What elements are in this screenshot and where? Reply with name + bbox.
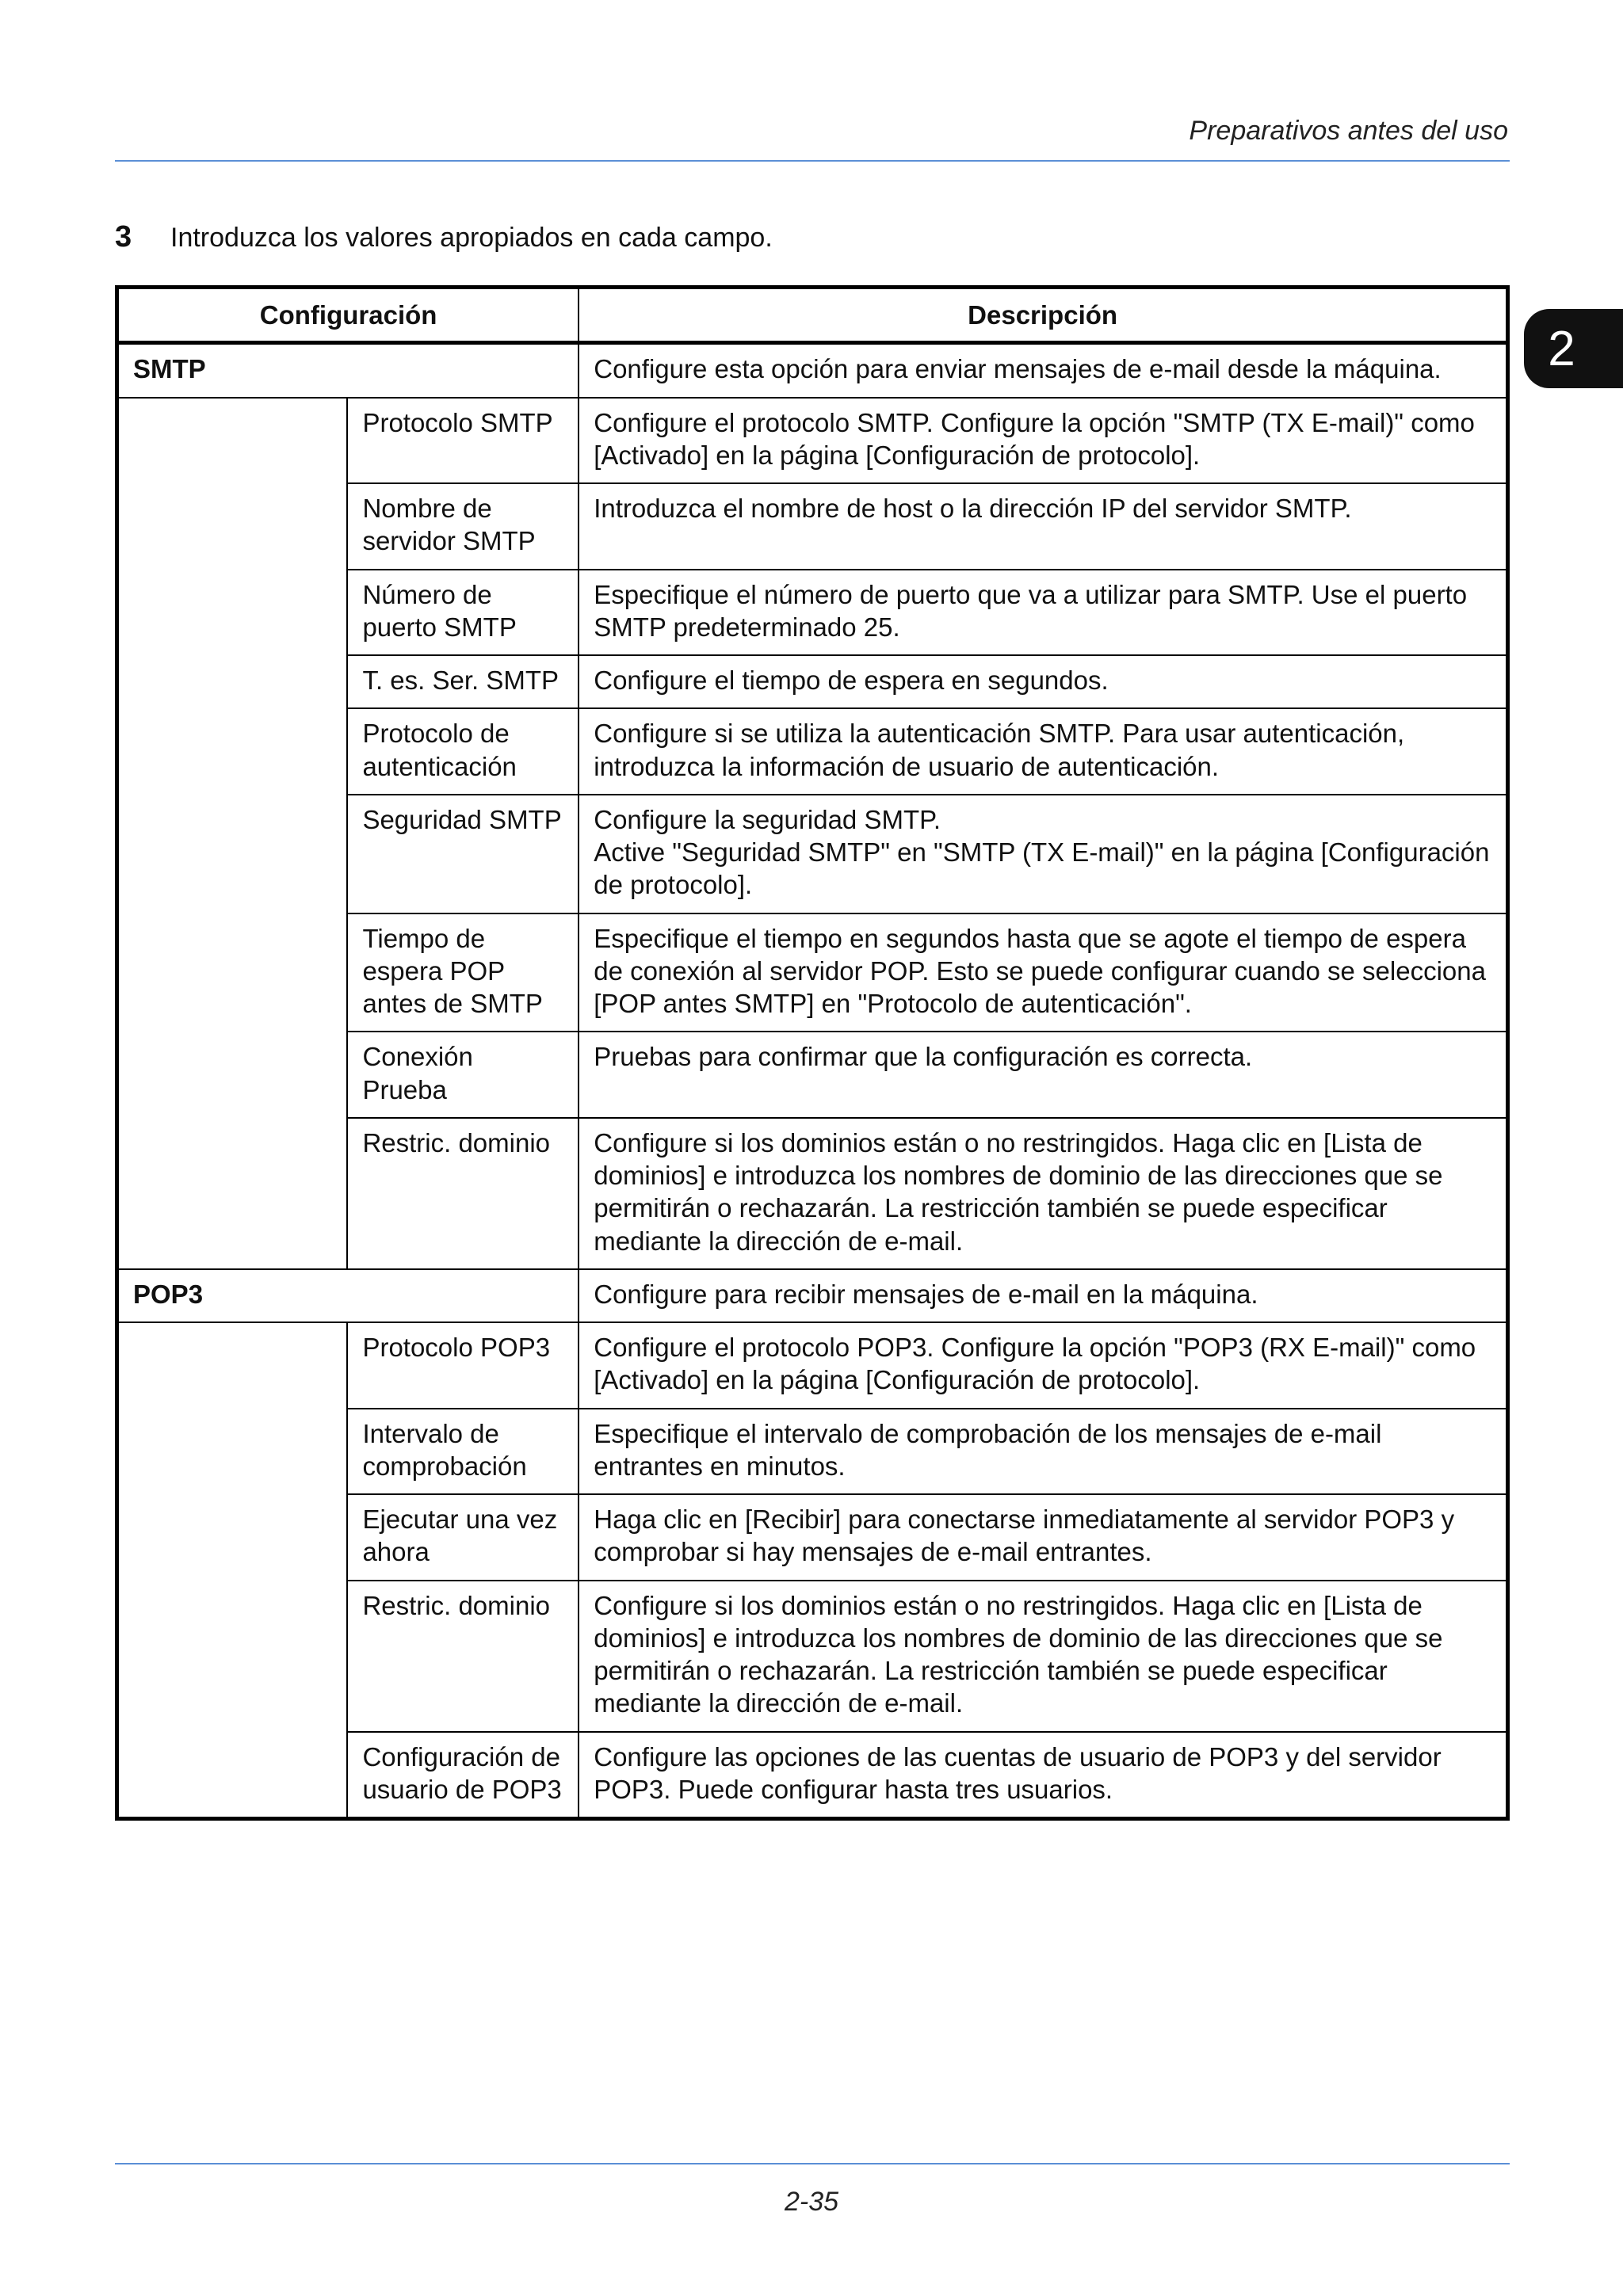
group-name: POP3 — [117, 1269, 579, 1322]
setting-name: Protocolo SMTP — [347, 398, 579, 484]
setting-name: Conexión Prueba — [347, 1032, 579, 1118]
table-row — [117, 1322, 1508, 1409]
setting-description: Configure las opciones de las cuentas de usuario de POP3 y del servidor POP3. Puede configurar hasta tres usuarios. — [579, 1732, 1507, 1819]
table-row — [117, 398, 1508, 484]
column-header-description: Descripción — [579, 288, 1507, 343]
group-description: Configure para recibir mensajes de e-mail en la máquina. — [579, 1269, 1507, 1322]
setting-description: Configure el protocolo POP3. Configure la opción "POP3 (RX E-mail)" como [Activado] en la página [Configuración de protocolo]. — [579, 1322, 1507, 1409]
step-text: Introduzca los valores apropiados en cada campo. — [170, 223, 773, 253]
group-row — [117, 1269, 1508, 1322]
header-divider — [115, 160, 1510, 162]
step-instruction — [115, 220, 773, 254]
setting-name: Protocolo POP3 — [347, 1322, 579, 1409]
table-body — [117, 343, 1508, 1819]
setting-name: Tiempo de espera POP antes de SMTP — [347, 913, 579, 1032]
setting-description: Configure el tiempo de espera en segundos. — [579, 655, 1507, 708]
setting-name: Configuración de usuario de POP3 — [347, 1732, 579, 1819]
setting-name: Número de puerto SMTP — [347, 570, 579, 656]
settings-table — [115, 285, 1510, 1821]
setting-description: Introduzca el nombre de host o la dirección IP del servidor SMTP. — [579, 483, 1507, 570]
group-row — [117, 343, 1508, 398]
step-number: 3 — [115, 220, 132, 254]
setting-name: Nombre de servidor SMTP — [347, 483, 579, 570]
footer-divider — [115, 2163, 1510, 2164]
setting-name: Intervalo de comprobación — [347, 1409, 579, 1495]
group-description: Configure esta opción para enviar mensajes de e-mail desde la máquina. — [579, 343, 1507, 398]
setting-description: Configure la seguridad SMTP. Active "Seguridad SMTP" en "SMTP (TX E-mail)" en la página [Configuración de protocolo]. — [579, 795, 1507, 913]
setting-name: Seguridad SMTP — [347, 795, 579, 913]
setting-description: Especifique el intervalo de comprobación de los mensajes de e-mail entrantes en minutos. — [579, 1409, 1507, 1495]
running-header: Preparativos antes del uso — [1189, 116, 1508, 146]
setting-description: Configure el protocolo SMTP. Configure la opción "SMTP (TX E-mail)" como [Activado] en la página [Configuración de protocolo]. — [579, 398, 1507, 484]
group-name: SMTP — [117, 343, 579, 398]
group-indent-cell — [117, 1322, 348, 1819]
setting-description: Pruebas para confirmar que la configuración es correcta. — [579, 1032, 1507, 1118]
setting-name: Ejecutar una vez ahora — [347, 1494, 579, 1581]
setting-name: Protocolo de autenticación — [347, 708, 579, 795]
page-number: 2-35 — [784, 2187, 839, 2217]
chapter-tab: 2 — [1524, 309, 1623, 388]
setting-description: Especifique el tiempo en segundos hasta que se agote el tiempo de espera de conexión al servidor POP. Esto se puede configurar cuando se selecciona [POP antes SMTP] en "Protocolo de autenticación". — [579, 913, 1507, 1032]
setting-name: Restric. dominio — [347, 1118, 579, 1269]
setting-description: Haga clic en [Recibir] para conectarse inmediatamente al servidor POP3 y comprobar si hay mensajes de e-mail entrantes. — [579, 1494, 1507, 1581]
setting-description: Configure si se utiliza la autenticación SMTP. Para usar autenticación, introduzca la información de usuario de autenticación. — [579, 708, 1507, 795]
setting-description: Configure si los dominios están o no restringidos. Haga clic en [Lista de dominios] e introduzca los nombres de dominio de las direcciones que se permitirán o rechazarán. La restricción también se puede especificar mediante la dirección de e-mail. — [579, 1581, 1507, 1732]
table-header-row — [117, 288, 1508, 343]
setting-description: Especifique el número de puerto que va a utilizar para SMTP. Use el puerto SMTP predeterminado 25. — [579, 570, 1507, 656]
group-indent-cell — [117, 398, 348, 1269]
column-header-configuration: Configuración — [117, 288, 579, 343]
setting-description: Configure si los dominios están o no restringidos. Haga clic en [Lista de dominios] e introduzca los nombres de dominio de las direcciones que se permitirán o rechazarán. La restricción también se puede especificar mediante la dirección de e-mail. — [579, 1118, 1507, 1269]
setting-name: Restric. dominio — [347, 1581, 579, 1732]
setting-name: T. es. Ser. SMTP — [347, 655, 579, 708]
